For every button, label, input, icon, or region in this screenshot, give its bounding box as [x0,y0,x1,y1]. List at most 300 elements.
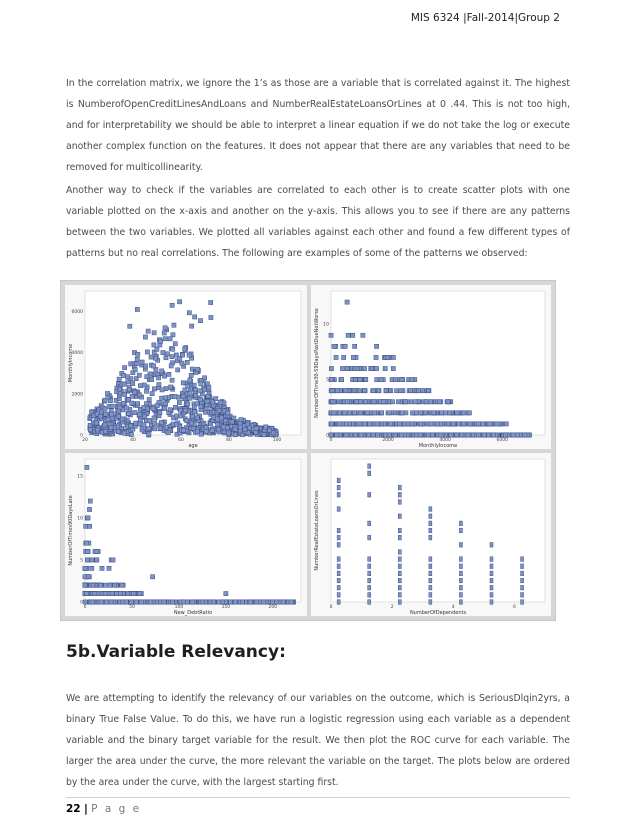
scatter-point [468,422,472,426]
scatter-point [459,521,462,526]
scatter-point [133,410,137,414]
x-tick-label: 0 [329,438,333,443]
scatter-point [90,566,94,570]
scatter-point [383,366,387,370]
scatter-point [345,300,349,304]
scatter-point [117,377,121,381]
scatter-point [374,366,378,370]
scatter-point [129,362,133,366]
scatter-svg [65,285,307,449]
scatter-point [460,433,464,437]
scatter-point [138,422,142,426]
scatter-point [170,600,174,604]
scatter-point [504,422,508,426]
scatter-point [346,333,350,337]
scatter-point [137,412,141,416]
x-axis-label: age [188,443,198,449]
scatter-point [329,366,333,370]
scatter-point [357,389,361,393]
scatter-point [170,303,174,307]
scatter-point [205,399,209,403]
x-axis-label: NumberOfDependents [409,610,467,616]
scatter-point [424,400,428,404]
scatter-point [87,575,91,579]
scatter-point [217,600,221,604]
scatter-point [98,414,102,418]
scatter-point [161,350,165,354]
scatter-point [104,412,108,416]
scatter-point [357,422,361,426]
scatter-point [90,558,94,562]
scatter-point [345,366,349,370]
scatter-point [233,433,237,437]
scatter-point [87,524,91,528]
y-axis-label: NumberRealEstateLoansOrLines [314,490,320,571]
scatter-point [459,585,462,590]
scatter-point [209,315,213,319]
scatter-point [337,600,340,605]
scatter-point [138,418,142,422]
scatter-point [88,499,92,503]
scatter-point [162,374,166,378]
scatter-point [490,571,493,576]
scatter-point [374,344,378,348]
scatter-point [207,385,211,389]
scatter-point [136,402,140,406]
scatter-point [238,425,242,429]
scatter-point [134,421,138,425]
y-tick-label: 0 [80,600,83,606]
scatter-point [352,389,356,393]
scatter-point [459,593,462,598]
scatter-point [83,600,87,604]
scatter-point [380,411,384,415]
scatter-point [216,428,220,432]
y-tick-label: 0 [80,433,83,439]
scatter-point [163,406,167,410]
scatter-point [182,428,186,432]
scatter-point [240,600,244,604]
scatter-point [398,571,401,576]
scatter-point [375,378,379,382]
scatter-point [168,408,172,412]
scatter-point [243,428,247,432]
scatter-point [395,389,399,393]
scatter-point [129,432,133,436]
scatter-point [343,344,347,348]
scatter-point [142,414,146,418]
scatter-point [95,549,99,553]
scatter-point [281,600,285,604]
scatter-point [200,600,204,604]
scatter-point [169,364,173,368]
scatter-point [374,355,378,359]
scatter-point [85,465,89,469]
scatter-point [410,411,414,415]
scatter-point [132,390,136,394]
scatter-point [158,426,162,430]
scatter-point [248,600,252,604]
scatter-point [344,422,348,426]
scatter-point [459,543,462,548]
scatter-point [490,600,493,605]
scatter-point [103,407,107,411]
scatter-point [178,408,182,412]
scatter-point [368,593,371,598]
scatter-point [264,425,268,429]
scatter-point [84,541,88,545]
x-tick-label: 40 [130,438,136,443]
scatter-point [147,432,151,436]
scatter-point [189,421,193,425]
scatter-point [103,591,107,595]
scatter-point [368,585,371,590]
scatter-point [218,400,222,404]
scatter-point [115,591,119,595]
scatter-point [459,564,462,569]
scatter-point [275,600,279,604]
scatter-point [362,366,366,370]
scatter-point [329,378,333,382]
scatter-point [224,419,228,423]
scatter-point [351,355,355,359]
scatter-point [123,366,127,370]
scatter-point [457,422,461,426]
scatter-point [429,585,432,590]
scatter-point [219,416,223,420]
x-tick-label: 200 [268,605,278,610]
scatter-point [86,549,90,553]
scatter-debtratio-vs-90dayslate [65,453,307,616]
scatter-point [466,433,470,437]
scatter-point [330,389,334,393]
scatter-point [142,423,146,427]
scatter-point [451,422,455,426]
scatter-point [142,383,146,387]
scatter-point [190,324,194,328]
scatter-point [418,433,422,437]
scatter-point [482,433,486,437]
scatter-point [423,411,427,415]
scatter-point [335,433,339,437]
page-footer [66,803,141,815]
scatter-point [137,373,141,377]
scatter-point [429,528,432,533]
plot-area [331,459,545,602]
scatter-point [163,396,167,400]
y-tick-label: 2000 [71,392,83,398]
x-tick-label: 4 [451,605,455,610]
scatter-point [225,426,229,430]
y-tick-label: 5 [326,378,329,384]
scatter-point [338,422,342,426]
scatter-point [198,319,202,323]
scatter-point [459,600,462,605]
scatter-point [172,323,176,327]
scatter-point [144,389,148,393]
scatter-point [335,389,339,393]
scatter-point [289,600,293,604]
scatter-point [129,424,133,428]
scatter-point [108,583,112,587]
scatter-point [158,411,162,415]
scatter-point [391,366,395,370]
scatter-point [171,347,175,351]
scatter-point [187,311,191,315]
scatter-point [371,433,375,437]
scatter-point [337,593,340,598]
scatter-point [99,583,103,587]
scatter-point [164,387,168,391]
paragraph-variable-relevancy: We are attempting to identify the relevancy of our variables on the outcome, which is SeriousDlqin2yrs, a binary True False Value. To do this, we have run a logistic regression using each variable as a dependent variable and the binary target variable for the result. We then plot the ROC curve for each variable. The larger the area under the curve, the more relevant the variable on the target. The plots below are ordered by the area under the curve, with the largest starting first. [66,693,570,788]
scatter-point [331,400,335,404]
scatter-point [104,583,108,587]
scatter-point [459,578,462,583]
scatter-point [103,423,107,427]
scatter-point [355,366,359,370]
scatter-point [211,400,215,404]
footer-divider [66,797,570,798]
scatter-point [226,411,230,415]
footer-separator: | [83,803,88,815]
scatter-point [398,593,401,598]
scatter-point [204,425,208,429]
scatter-point [110,416,114,420]
section-heading: 5b.Variable Relevancy: [66,642,286,662]
scatter-point [387,433,391,437]
scatter-point [347,411,351,415]
scatter-point [511,433,515,437]
scatter-point [431,433,435,437]
scatter-point [211,415,215,419]
scatter-point [390,400,394,404]
scatter-point [169,385,173,389]
scatter-point [372,411,376,415]
scatter-point [99,600,103,604]
scatter-point [337,585,340,590]
scatter-point [337,557,340,562]
scatter-point [363,422,367,426]
paragraph-scatter-plots: Another way to check if the variables are correlated to each other is to create scatter plots with one variable plotted on the x-axis and another on the y-axis. This allows you to see if there are any patterns between the two variables. We plotted all variables against each other and found a few different types of patterns but no real correlations. The following are examples of some of the patterns we observed: [66,185,570,259]
scatter-point [375,422,379,426]
scatter-point [162,600,166,604]
scatter-point [93,591,97,595]
x-tick-label: 2 [390,605,394,610]
scatter-point [429,535,432,540]
scatter-point [340,378,344,382]
scatter-point [195,416,199,420]
scatter-point [368,521,371,526]
scatter-point [136,352,140,356]
scatter-point [144,402,148,406]
x-tick-label: 20 [82,438,88,443]
scatter-point [103,429,107,433]
scatter-point [521,578,524,583]
scatter-point [162,331,166,335]
y-tick-label: 5 [80,558,83,564]
scatter-point [490,585,493,590]
scatter-point [382,400,386,404]
scatter-point [337,571,340,576]
scatter-point [384,389,388,393]
scatter-point [492,433,496,437]
scatter-point [95,428,99,432]
scatter-point [398,564,401,569]
scatter-point [337,578,340,583]
scatter-point [410,378,414,382]
scatter-point [180,353,184,357]
scatter-point [368,471,371,476]
scatter-point [432,411,436,415]
scatter-point [398,535,401,540]
scatter-point [113,583,117,587]
scatter-point [459,528,462,533]
scatter-point [246,422,250,426]
scatter-point [358,400,362,404]
y-tick-label: 15 [77,474,83,480]
scatter-point [362,389,366,393]
scatter-point [165,352,169,356]
scatter-point [228,600,232,604]
scatter-point [203,410,207,414]
scatter-point [170,355,174,359]
scatter-point [168,337,172,341]
y-tick-label: 10 [323,322,329,328]
scatter-point [152,416,156,420]
scatter-point [436,422,440,426]
scatter-point [398,578,401,583]
scatter-point [195,430,199,434]
scatter-point [398,514,401,519]
scatter-point [100,566,104,570]
scatter-point [118,591,122,595]
scatter-point [134,600,138,604]
scatter-point [170,378,174,382]
scatter-point [521,571,524,576]
y-tick-label: 10 [77,516,83,522]
scatter-point [329,433,333,437]
scatter-point [85,558,89,562]
scatter-point [447,411,451,415]
scatter-point [337,507,340,512]
scatter-point [344,389,348,393]
scatter-point [332,411,336,415]
scatter-point [393,378,397,382]
scatter-point [368,557,371,562]
scatter-age-vs-monthlyincome [65,285,307,449]
scatter-point [177,400,181,404]
scatter-point [337,535,340,540]
scatter-point [164,356,168,360]
scatter-point [393,433,397,437]
scatter-point [270,600,274,604]
scatter-point [391,355,395,359]
scatter-point [418,411,422,415]
scatter-point [157,382,161,386]
scatter-svg [65,453,307,616]
scatter-point [174,414,178,418]
scatter-point [160,369,164,373]
scatter-point [138,591,142,595]
scatter-point [416,389,420,393]
scatter-point [342,355,346,359]
scatter-point [180,361,184,365]
scatter-point [340,366,344,370]
scatter-point [364,378,368,382]
scatter-point [490,543,493,548]
scatter-point [116,414,120,418]
scatter-point [107,566,111,570]
scatter-point [211,600,215,604]
scatter-point [216,422,220,426]
scatter-point [271,431,275,435]
scatter-point [163,326,167,330]
x-tick-label: 2000 [382,438,394,443]
scatter-point [490,593,493,598]
scatter-point [337,543,340,548]
scatter-point [372,400,376,404]
scatter-point [148,419,152,423]
scatter-point [183,388,187,392]
scatter-point [337,492,340,497]
scatter-point [155,404,159,408]
scatter-point [521,585,524,590]
scatter-point [91,583,95,587]
scatter-point [385,355,389,359]
scatter-point [490,557,493,562]
scatter-point [254,430,258,434]
scatter-point [345,400,349,404]
scatter-point [344,433,348,437]
scatter-point [94,421,98,425]
scatter-point [476,433,480,437]
scatter-point [187,392,191,396]
scatter-point [189,373,193,377]
scatter-point [368,600,371,605]
scatter-point [122,373,126,377]
scatter-point [126,375,130,379]
scatter-point [515,433,519,437]
scatter-point [193,410,197,414]
scatter-point [476,422,480,426]
scatter-point [133,368,137,372]
scatter-point [90,600,94,604]
scatter-point [379,378,383,382]
scatter-point [455,433,459,437]
scatter-point [437,400,441,404]
scatter-point [358,378,362,382]
x-tick-label: 100 [272,438,282,443]
scatter-point [87,507,91,511]
scatter-point [109,425,113,429]
scatter-point [467,411,471,415]
scatter-point [186,402,190,406]
scatter-point [118,405,122,409]
scatter-point [160,388,164,392]
scatter-point [400,378,404,382]
scatter-point [151,406,155,410]
scatter-point [399,389,403,393]
scatter-point [149,600,153,604]
scatter-point [428,400,432,404]
scatter-point [152,331,156,335]
scatter-point [254,426,258,430]
scatter-point [426,433,430,437]
scatter-point [187,353,191,357]
scatter-point [398,550,401,555]
scatter-point [132,591,136,595]
scatter-point [262,433,266,437]
